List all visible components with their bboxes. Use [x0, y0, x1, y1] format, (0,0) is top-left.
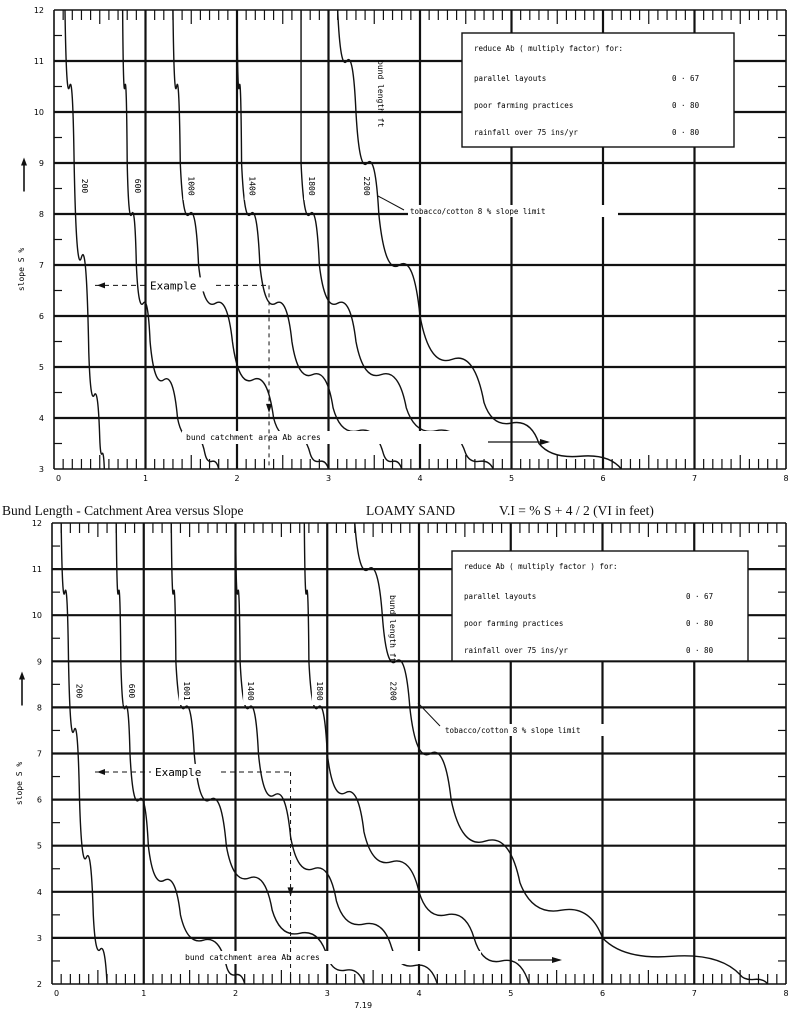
x-tick-label: 6 — [599, 989, 606, 998]
example-arrow-left — [97, 769, 105, 775]
y-tick-label: 5 — [36, 841, 42, 851]
example-label: Example — [150, 279, 197, 293]
reduce-row-label: rainfall over 75 ins/yr — [474, 128, 578, 137]
y-tick-label: 4 — [36, 887, 42, 897]
reduce-box-title: reduce Ab ( multiply factor ) for: — [464, 562, 618, 571]
y-tick-label: 7 — [36, 749, 42, 759]
y-tick-label: 2 — [36, 980, 42, 989]
curve-label-600: 600 — [133, 178, 143, 194]
y-tick-label: 7 — [38, 261, 44, 270]
y-tick-label: 12 — [33, 6, 44, 15]
y-tick-label: 9 — [36, 657, 42, 667]
y-tick-label: 11 — [31, 565, 42, 575]
y-tick-label: 5 — [38, 363, 44, 372]
x-tick-label: 4 — [416, 989, 422, 998]
y-axis-label: slope S % — [15, 761, 24, 806]
x-axis-label: 7.19 — [354, 1001, 373, 1009]
x-tick-label: 5 — [508, 474, 515, 483]
x-tick-label: 4 — [417, 474, 423, 483]
y-tick-label: 4 — [38, 414, 44, 423]
reduce-row-label: parallel layouts — [474, 74, 547, 83]
curve-label-200: 200 — [80, 178, 90, 194]
slope-limit-label: tobacco/cotton 8 % slope limit — [410, 207, 546, 216]
x-tick-label: 3 — [325, 474, 332, 483]
bund-length-label: bund length ft — [376, 60, 385, 128]
reduce-row-factor: 0 · 67 — [686, 592, 714, 601]
y-tick-label: 9 — [38, 159, 44, 168]
curve-label-1800: 1800 — [314, 681, 324, 701]
x-tick-label: 1 — [141, 989, 147, 998]
reduce-row-label: poor farming practices — [464, 619, 564, 628]
slope-limit-label: tobacco/cotton 8 % slope limit — [445, 726, 581, 735]
reduce-row-factor: 0 · 80 — [672, 101, 700, 110]
x-tick-label: 0 — [54, 989, 60, 998]
curve-label-2200: 2200 — [388, 681, 398, 701]
example-label: Example — [155, 765, 202, 779]
curve-label-1400: 1400 — [247, 176, 257, 196]
x-tick-label: 3 — [324, 989, 330, 998]
caption-soil: LOAMY SAND — [366, 503, 456, 518]
y-tick-label: 8 — [38, 210, 44, 219]
y-axis-arrow-head — [19, 672, 25, 680]
curve-label-200: 200 — [74, 683, 84, 699]
y-tick-label: 3 — [38, 465, 44, 474]
reduce-row-label: parallel layouts — [464, 592, 537, 601]
x-axis-caption: bund catchment area Ab acres — [185, 953, 320, 962]
curve-label-600: 600 — [126, 683, 136, 699]
x-tick-label: 6 — [600, 474, 606, 483]
y-tick-label: 11 — [33, 57, 44, 66]
y-axis-label: slope S % — [17, 247, 26, 292]
x-tick-label: 8 — [783, 474, 789, 483]
x-tick-label: 0 — [56, 474, 62, 483]
bund-length-label: bund length ft — [388, 595, 397, 663]
y-tick-label: 8 — [36, 703, 42, 713]
curve-label-2200: 2200 — [361, 176, 371, 196]
x-tick-label: 2 — [234, 474, 240, 483]
reduce-row-label: rainfall over 75 ins/yr — [464, 646, 568, 655]
x-tick-label: 2 — [232, 989, 239, 998]
reduce-box-title: reduce Ab ( multiply factor) for: — [474, 44, 624, 53]
y-tick-label: 3 — [36, 933, 42, 943]
x-tick-label: 8 — [783, 989, 789, 998]
caption-formula: V.I = % S + 4 / 2 (VI in feet) — [499, 503, 654, 518]
y-tick-label: 10 — [33, 108, 44, 117]
y-tick-label: 6 — [38, 312, 44, 321]
x-tick-label: 1 — [142, 474, 149, 483]
reduce-row-factor: 0 · 80 — [686, 619, 714, 628]
y-tick-label: 12 — [31, 519, 42, 528]
caption-title: Bund Length - Catchment Area versus Slope — [2, 503, 244, 518]
reduce-row-factor: 0 · 80 — [686, 646, 714, 655]
reduce-row-factor: 0 · 80 — [672, 128, 700, 137]
chart-1-layer — [15, 519, 789, 1009]
x-tick-label: 7 — [691, 474, 698, 483]
curve-label-1000: 1000 — [186, 176, 196, 196]
y-tick-label: 10 — [31, 611, 42, 621]
y-tick-label: 6 — [36, 795, 42, 805]
reduce-row-factor: 0 · 67 — [672, 74, 700, 83]
x-caption-arrow-head — [552, 957, 562, 963]
reduce-row-label: poor farming practices — [474, 101, 574, 110]
curve-label-1400: 1400 — [246, 681, 256, 701]
curve-label-1000: 1001 — [181, 681, 191, 701]
x-tick-label: 5 — [508, 989, 514, 998]
x-axis-caption: bund catchment area Ab acres — [186, 433, 321, 442]
x-tick-label: 7 — [691, 989, 697, 998]
curve-label-1800: 1800 — [307, 176, 317, 196]
